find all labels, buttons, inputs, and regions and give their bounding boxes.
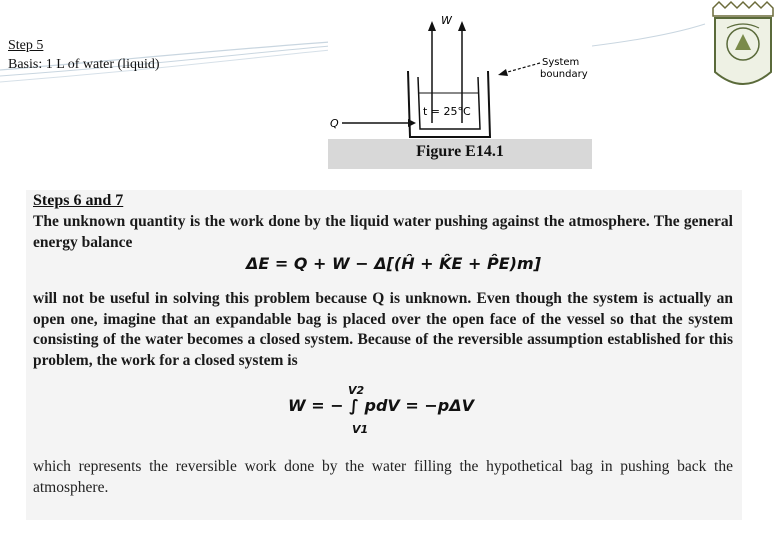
- system-label: System: [542, 57, 580, 68]
- work-label: W: [441, 14, 452, 27]
- figure-diagram: [328, 13, 592, 139]
- integral-upper-limit: V2: [348, 384, 365, 397]
- heat-label: Q: [330, 117, 339, 130]
- integral-lower-limit: V1: [352, 423, 369, 436]
- paragraph-2: will not be useful in solving this problem because Q is unknown. Even though the system is actually an open one, imagine that an expandable bag is placed over the open face of the vessel so that the system consisting of the water becomes a closed system. Because of the reversible assumption established for this problem, the work for a closed system is: [33, 290, 733, 369]
- basis-text: Basis: 1 L of water (liquid): [8, 57, 160, 72]
- paragraph-3: which represents the reversible work done by the water filling the hypothetical bag in pushing back the atmosphere.: [33, 458, 733, 496]
- step5-block: [8, 36, 160, 74]
- energy-balance-equation: ΔE = Q + W − Δ[(Ĥ + K̂E + P̂E)m]: [246, 254, 541, 273]
- figure-caption: Figure E14.1: [416, 143, 504, 160]
- boundary-label: boundary: [540, 69, 588, 80]
- university-logo: [705, 0, 780, 110]
- step5-heading: Step 5: [8, 38, 44, 53]
- paragraph-1: The unknown quantity is the work done by the liquid water pushing against the atmosphere. The general energy balance: [33, 213, 733, 251]
- temperature-label: t = 25°C: [423, 105, 471, 118]
- work-equation: W = − ∫ pdV = −pΔV: [288, 396, 474, 415]
- figure-e14-1: [328, 13, 592, 169]
- steps-6-7-panel: [26, 190, 742, 520]
- steps67-title: Steps 6 and 7: [33, 192, 124, 209]
- vessel-diagram: [328, 13, 592, 139]
